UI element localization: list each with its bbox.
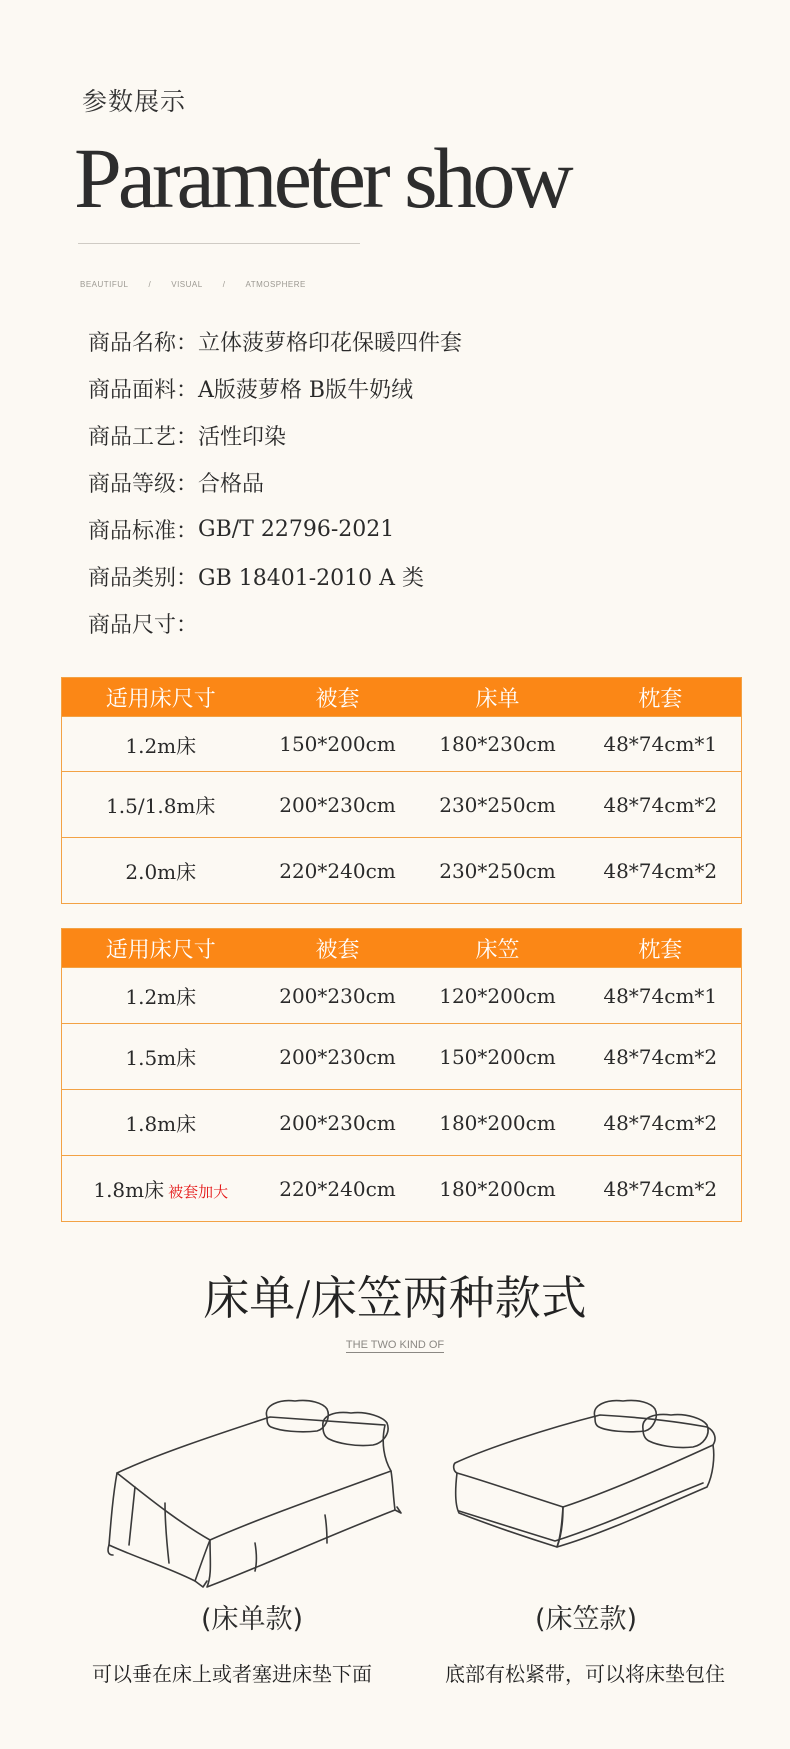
param-label: 商品名称：: [88, 331, 199, 356]
param-row-category: [88, 553, 462, 600]
table-cell: 48*74cm*2: [580, 838, 742, 904]
flat-sheet-bed-icon: [95, 1395, 415, 1595]
table-cell: [62, 1156, 260, 1222]
table-header-row: [62, 678, 742, 717]
param-value: A版菠萝格 B版牛奶绒: [198, 378, 414, 403]
table-header: 床笠: [416, 929, 580, 968]
table-row: [62, 1024, 742, 1090]
section-subtitle-cn: 参数展示: [82, 87, 187, 116]
table-row: [62, 1156, 742, 1222]
size-table-flat-sheet: [61, 677, 742, 904]
param-label: 商品类别：: [88, 566, 199, 591]
size-table-fitted-sheet: [61, 928, 742, 1222]
flat-sheet-desc: 可以垂在床上或者塞进床垫下面: [92, 1662, 372, 1686]
table-row: [62, 838, 742, 904]
table-cell: 220*240cm: [260, 1156, 416, 1222]
param-row-size: [88, 600, 462, 647]
table-cell: 48*74cm*2: [580, 772, 742, 838]
param-value: 立体菠萝格印花保暖四件套: [198, 331, 463, 356]
table-cell: 150*200cm: [416, 1024, 580, 1090]
styles-subtitle: [0, 1339, 790, 1351]
styles-subtitle-text: THE TWO KIND OF: [345, 1339, 445, 1351]
table-cell: 150*200cm: [260, 717, 416, 772]
tag-atmosphere: ATMOSPHERE: [245, 280, 306, 289]
table-header: 被套: [260, 678, 416, 717]
table-row: [62, 1090, 742, 1156]
table-cell: 230*250cm: [416, 838, 580, 904]
param-row-fabric: [88, 365, 462, 412]
table-cell: 120*200cm: [416, 968, 580, 1024]
flat-sheet-caption: (床单款): [200, 1604, 304, 1635]
param-value: 活性印染: [198, 425, 287, 450]
table-cell: 2.0m床: [62, 838, 260, 904]
table-header: 枕套: [580, 929, 742, 968]
param-row-name: [88, 318, 462, 365]
tag-beautiful: BEAUTIFUL: [80, 280, 129, 289]
table-cell: 48*74cm*1: [580, 968, 742, 1024]
param-value: GB 18401-2010 A 类: [198, 566, 425, 591]
fitted-sheet-caption: (床笠款): [534, 1604, 638, 1635]
bed-size-label: 1.8m床: [93, 1178, 165, 1202]
table-header: 床单: [416, 678, 580, 717]
fitted-sheet-bed-icon: [445, 1395, 725, 1575]
table-row: [62, 772, 742, 838]
table-cell: 200*230cm: [260, 968, 416, 1024]
tag-slash: /: [148, 280, 152, 289]
param-value: GB/T 22796-2021: [198, 517, 395, 542]
table-cell: 180*200cm: [416, 1090, 580, 1156]
table-cell: 1.5/1.8m床: [62, 772, 260, 838]
tag-visual: VISUAL: [171, 280, 203, 289]
table-cell: 1.2m床: [62, 717, 260, 772]
table-cell: 48*74cm*2: [580, 1024, 742, 1090]
table-cell: 1.5m床: [62, 1024, 260, 1090]
styles-title: 床单/床笠两种款式: [203, 1271, 587, 1325]
table-cell: 200*230cm: [260, 1024, 416, 1090]
table-cell: 48*74cm*2: [580, 1156, 742, 1222]
section-title-en: Parameter show: [74, 130, 570, 226]
param-label: 商品工艺：: [88, 425, 199, 450]
table-header: 被套: [260, 929, 416, 968]
title-divider: [78, 243, 360, 244]
table-cell: 48*74cm*2: [580, 1090, 742, 1156]
table-cell: 230*250cm: [416, 772, 580, 838]
params-list: [88, 318, 462, 647]
param-label: 商品尺寸：: [88, 613, 199, 638]
table-row: [62, 968, 742, 1024]
table-header-row: [62, 929, 742, 968]
fitted-sheet-desc: 底部有松紧带，可以将床垫包住: [445, 1662, 725, 1686]
param-row-craft: [88, 412, 462, 459]
table-header: 适用床尺寸: [62, 929, 260, 968]
table-cell: 180*230cm: [416, 717, 580, 772]
table-row: [62, 717, 742, 772]
tagline: [80, 280, 306, 289]
param-label: 商品等级：: [88, 472, 199, 497]
table-cell: 200*230cm: [260, 772, 416, 838]
param-label: 商品面料：: [88, 378, 199, 403]
table-cell: 220*240cm: [260, 838, 416, 904]
table-header: 适用床尺寸: [62, 678, 260, 717]
param-value: 合格品: [198, 472, 265, 497]
param-row-standard: [88, 506, 462, 553]
table-cell: 48*74cm*1: [580, 717, 742, 772]
tag-slash: /: [222, 280, 226, 289]
table-cell: 180*200cm: [416, 1156, 580, 1222]
table-header: 枕套: [580, 678, 742, 717]
enlarged-note: 被套加大: [168, 1183, 229, 1201]
table-cell: 1.2m床: [62, 968, 260, 1024]
table-cell: 200*230cm: [260, 1090, 416, 1156]
param-row-grade: [88, 459, 462, 506]
table-cell: 1.8m床: [62, 1090, 260, 1156]
param-label: 商品标准：: [88, 519, 199, 544]
